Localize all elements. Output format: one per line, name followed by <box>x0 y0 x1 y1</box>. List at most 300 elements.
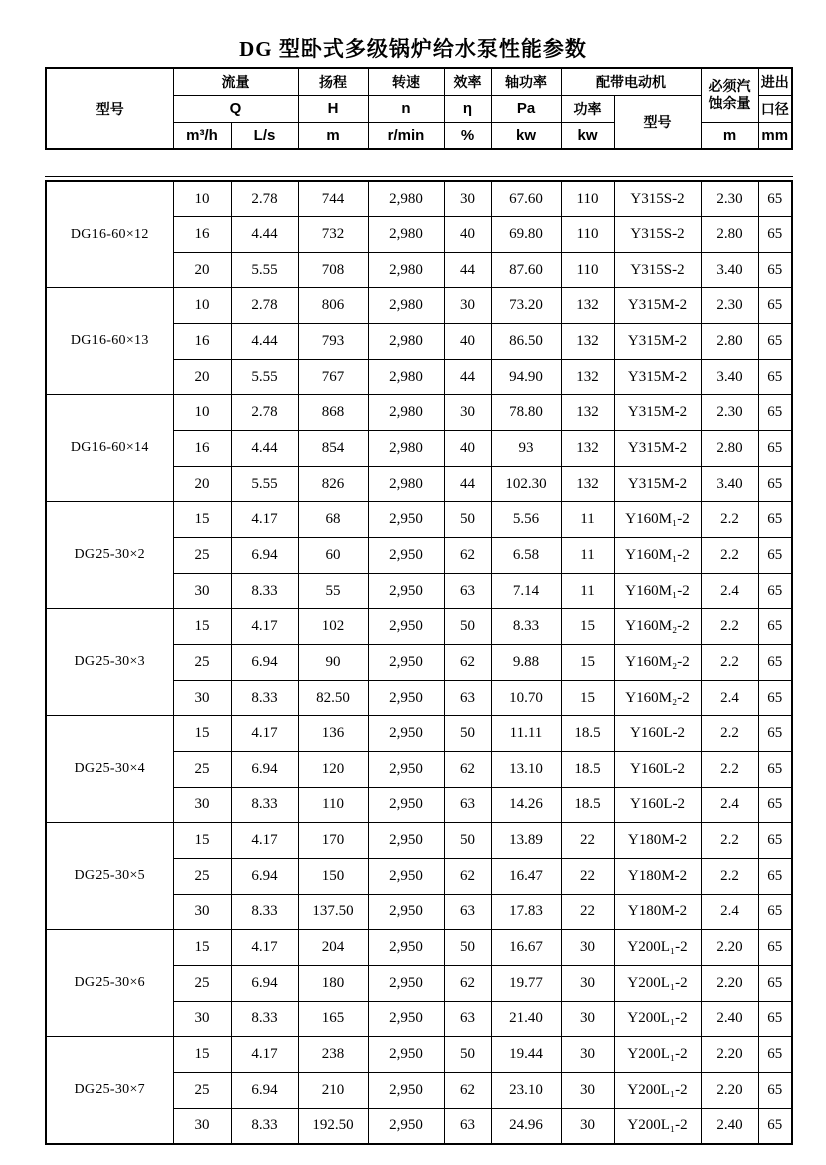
data-cell: 6.94 <box>231 1072 298 1108</box>
data-cell: 793 <box>298 324 368 360</box>
pump-model-cell: DG25-30×7 <box>46 1037 173 1144</box>
data-cell: 87.60 <box>491 252 561 288</box>
data-cell: 2,950 <box>368 1037 444 1073</box>
data-cell: 30 <box>444 395 491 431</box>
data-cell: 136 <box>298 716 368 752</box>
data-cell: 6.94 <box>231 752 298 788</box>
data-cell: 30 <box>561 1072 614 1108</box>
data-cell: 3.40 <box>701 466 758 502</box>
npsh-label-line2: 蚀余量 <box>708 95 751 112</box>
data-cell: 65 <box>758 752 792 788</box>
data-cell: 732 <box>298 217 368 253</box>
data-cell: 11 <box>561 502 614 538</box>
data-cell: 30 <box>561 965 614 1001</box>
data-cell: 10 <box>173 395 231 431</box>
data-cell: 102 <box>298 609 368 645</box>
pump-table-body <box>46 181 792 1144</box>
page-title: DG 型卧式多级锅炉给水泵性能参数 <box>239 37 587 61</box>
data-cell: 4.17 <box>231 823 298 859</box>
unit-m3h: m³/h <box>173 122 231 149</box>
data-cell: 2.30 <box>701 288 758 324</box>
data-cell: 10.70 <box>491 680 561 716</box>
pump-model-cell: DG16-60×13 <box>46 288 173 395</box>
data-cell: 30 <box>173 787 231 823</box>
data-cell: 30 <box>173 1001 231 1037</box>
motor-model-cell: Y160M₂-2 <box>614 609 701 645</box>
data-cell: 2,950 <box>368 573 444 609</box>
pump-model-cell: DG25-30×4 <box>46 716 173 823</box>
table-row <box>46 395 792 431</box>
data-cell: 62 <box>444 538 491 574</box>
pump-model-cell: DG25-30×6 <box>46 930 173 1037</box>
motor-model-cell: Y160L-2 <box>614 716 701 752</box>
data-cell: 2.2 <box>701 502 758 538</box>
table-row <box>46 930 792 966</box>
motor-model-cell: Y315M-2 <box>614 359 701 395</box>
data-cell: 65 <box>758 252 792 288</box>
col-header-speed: 转速 <box>368 68 444 95</box>
unit-npsh-m: m <box>701 122 758 149</box>
data-cell: 65 <box>758 965 792 1001</box>
data-cell: 5.55 <box>231 359 298 395</box>
data-cell: 30 <box>173 573 231 609</box>
data-cell: 50 <box>444 502 491 538</box>
data-cell: 110 <box>561 217 614 253</box>
data-cell: 15 <box>561 645 614 681</box>
data-cell: 16 <box>173 217 231 253</box>
data-cell: 2.4 <box>701 573 758 609</box>
data-cell: 15 <box>561 680 614 716</box>
motor-model-cell: Y315M-2 <box>614 324 701 360</box>
data-cell: 15 <box>173 609 231 645</box>
data-cell: 10 <box>173 181 231 217</box>
data-cell: 24.96 <box>491 1108 561 1144</box>
data-cell: 2,950 <box>368 930 444 966</box>
data-cell: 2.40 <box>701 1108 758 1144</box>
data-cell: 44 <box>444 359 491 395</box>
data-cell: 67.60 <box>491 181 561 217</box>
data-cell: 25 <box>173 965 231 1001</box>
data-cell: 2,980 <box>368 359 444 395</box>
data-cell: 2.30 <box>701 181 758 217</box>
data-cell: 2,950 <box>368 858 444 894</box>
data-cell: 5.55 <box>231 466 298 502</box>
data-cell: 19.44 <box>491 1037 561 1073</box>
data-cell: 63 <box>444 680 491 716</box>
data-cell: 65 <box>758 181 792 217</box>
motor-model-cell: Y200L₁-2 <box>614 965 701 1001</box>
data-cell: 18.5 <box>561 716 614 752</box>
data-cell: 8.33 <box>231 1108 298 1144</box>
symbol-q: Q <box>173 95 298 122</box>
data-cell: 44 <box>444 466 491 502</box>
header-table <box>45 67 793 150</box>
data-cell: 2,950 <box>368 609 444 645</box>
data-cell: 8.33 <box>231 680 298 716</box>
motor-model-cell: Y180M-2 <box>614 823 701 859</box>
data-cell: 110 <box>561 181 614 217</box>
data-cell: 2.2 <box>701 858 758 894</box>
data-cell: 15 <box>173 502 231 538</box>
motor-model-cell: Y160L-2 <box>614 752 701 788</box>
data-cell: 132 <box>561 431 614 467</box>
data-cell: 18.5 <box>561 787 614 823</box>
data-cell: 10 <box>173 288 231 324</box>
table-row <box>46 716 792 752</box>
motor-model-cell: Y315M-2 <box>614 288 701 324</box>
data-cell: 2.78 <box>231 288 298 324</box>
data-cell: 2,950 <box>368 538 444 574</box>
data-cell: 30 <box>444 288 491 324</box>
data-cell: 2.78 <box>231 395 298 431</box>
data-cell: 6.94 <box>231 965 298 1001</box>
data-cell: 2.80 <box>701 431 758 467</box>
col-header-motor: 配带电动机 <box>561 68 701 95</box>
data-cell: 3.40 <box>701 252 758 288</box>
data-cell: 2,980 <box>368 395 444 431</box>
data-cell: 11.11 <box>491 716 561 752</box>
data-cell: 65 <box>758 217 792 253</box>
data-cell: 7.14 <box>491 573 561 609</box>
data-cell: 137.50 <box>298 894 368 930</box>
data-cell: 86.50 <box>491 324 561 360</box>
pump-model-cell: DG25-30×2 <box>46 502 173 609</box>
data-cell: 90 <box>298 645 368 681</box>
data-cell: 6.94 <box>231 645 298 681</box>
data-cell: 132 <box>561 359 614 395</box>
data-cell: 4.44 <box>231 217 298 253</box>
data-cell: 2.2 <box>701 716 758 752</box>
data-cell: 65 <box>758 466 792 502</box>
table-row <box>46 288 792 324</box>
col-header-npsh <box>701 68 758 122</box>
data-cell: 4.17 <box>231 609 298 645</box>
data-cell: 2.2 <box>701 645 758 681</box>
data-cell: 60 <box>298 538 368 574</box>
data-cell: 65 <box>758 645 792 681</box>
col-header-efficiency: 效率 <box>444 68 491 95</box>
data-cell: 65 <box>758 395 792 431</box>
data-cell: 30 <box>561 930 614 966</box>
data-cell: 65 <box>758 359 792 395</box>
data-cell: 4.44 <box>231 324 298 360</box>
data-cell: 30 <box>173 1108 231 1144</box>
col-header-head: 扬程 <box>298 68 368 95</box>
data-cell: 8.33 <box>491 609 561 645</box>
data-cell: 2.20 <box>701 1037 758 1073</box>
data-cell: 2.2 <box>701 752 758 788</box>
data-cell: 180 <box>298 965 368 1001</box>
data-cell: 120 <box>298 752 368 788</box>
data-cell: 18.5 <box>561 752 614 788</box>
data-cell: 65 <box>758 1108 792 1144</box>
data-cell: 65 <box>758 930 792 966</box>
data-cell: 2,950 <box>368 680 444 716</box>
data-cell: 25 <box>173 1072 231 1108</box>
unit-ls: L/s <box>231 122 298 149</box>
data-cell: 6.94 <box>231 538 298 574</box>
motor-model-cell: Y160M₁-2 <box>614 573 701 609</box>
data-cell: 2,950 <box>368 1001 444 1037</box>
pump-model-cell: DG25-30×5 <box>46 823 173 930</box>
data-cell: 73.20 <box>491 288 561 324</box>
unit-rmin: r/min <box>368 122 444 149</box>
data-cell: 69.80 <box>491 217 561 253</box>
data-cell: 94.90 <box>491 359 561 395</box>
data-cell: 55 <box>298 573 368 609</box>
data-cell: 16.67 <box>491 930 561 966</box>
data-cell: 65 <box>758 288 792 324</box>
data-cell: 210 <box>298 1072 368 1108</box>
data-cell: 13.10 <box>491 752 561 788</box>
symbol-pa: Pa <box>491 95 561 122</box>
col-header-port-line1: 进出 <box>758 68 792 95</box>
motor-model-cell: Y315M-2 <box>614 466 701 502</box>
col-header-motor-power: 功率 <box>561 95 614 122</box>
data-cell: 93 <box>491 431 561 467</box>
data-cell: 63 <box>444 894 491 930</box>
data-cell: 63 <box>444 787 491 823</box>
data-cell: 68 <box>298 502 368 538</box>
data-cell: 62 <box>444 1072 491 1108</box>
motor-model-cell: Y315M-2 <box>614 395 701 431</box>
data-cell: 65 <box>758 502 792 538</box>
data-cell: 170 <box>298 823 368 859</box>
data-cell: 8.33 <box>231 573 298 609</box>
data-cell: 23.10 <box>491 1072 561 1108</box>
table-top-rule <box>45 176 793 177</box>
pump-model-cell: DG25-30×3 <box>46 609 173 716</box>
motor-model-cell: Y315S-2 <box>614 217 701 253</box>
data-cell: 806 <box>298 288 368 324</box>
data-cell: 15 <box>561 609 614 645</box>
data-cell: 6.58 <box>491 538 561 574</box>
data-cell: 50 <box>444 609 491 645</box>
data-cell: 2,950 <box>368 502 444 538</box>
data-cell: 4.17 <box>231 1037 298 1073</box>
col-header-shaft-power: 轴功率 <box>491 68 561 95</box>
data-cell: 4.17 <box>231 930 298 966</box>
data-cell: 2.4 <box>701 787 758 823</box>
motor-model-cell: Y200L₁-2 <box>614 1072 701 1108</box>
data-cell: 150 <box>298 858 368 894</box>
data-cell: 165 <box>298 1001 368 1037</box>
data-cell: 204 <box>298 930 368 966</box>
data-cell: 132 <box>561 395 614 431</box>
data-cell: 2.4 <box>701 894 758 930</box>
data-cell: 40 <box>444 217 491 253</box>
col-header-port-line2: 口径 <box>758 95 792 122</box>
data-cell: 22 <box>561 823 614 859</box>
motor-model-cell: Y315S-2 <box>614 181 701 217</box>
data-cell: 65 <box>758 1001 792 1037</box>
data-cell: 25 <box>173 645 231 681</box>
data-cell: 2.20 <box>701 930 758 966</box>
data-cell: 132 <box>561 324 614 360</box>
col-header-flow: 流量 <box>173 68 298 95</box>
data-cell: 2,950 <box>368 752 444 788</box>
data-cell: 22 <box>561 858 614 894</box>
data-cell: 62 <box>444 752 491 788</box>
data-cell: 44 <box>444 252 491 288</box>
data-table <box>45 180 793 1145</box>
data-cell: 4.17 <box>231 502 298 538</box>
table-row <box>46 823 792 859</box>
data-cell: 2,950 <box>368 1072 444 1108</box>
data-cell: 110 <box>561 252 614 288</box>
data-cell: 63 <box>444 1001 491 1037</box>
table-row <box>46 1037 792 1073</box>
data-cell: 14.26 <box>491 787 561 823</box>
data-cell: 65 <box>758 1072 792 1108</box>
data-cell: 2.20 <box>701 1072 758 1108</box>
data-cell: 2.4 <box>701 680 758 716</box>
data-cell: 2,980 <box>368 181 444 217</box>
data-cell: 8.33 <box>231 894 298 930</box>
data-cell: 40 <box>444 324 491 360</box>
unit-percent: % <box>444 122 491 149</box>
data-cell: 15 <box>173 930 231 966</box>
motor-model-cell: Y160M₂-2 <box>614 680 701 716</box>
data-cell: 4.44 <box>231 431 298 467</box>
motor-model-cell: Y200L₁-2 <box>614 1037 701 1073</box>
data-cell: 25 <box>173 538 231 574</box>
data-cell: 15 <box>173 716 231 752</box>
data-cell: 2,950 <box>368 716 444 752</box>
data-cell: 744 <box>298 181 368 217</box>
data-cell: 65 <box>758 787 792 823</box>
data-cell: 63 <box>444 573 491 609</box>
data-cell: 30 <box>173 680 231 716</box>
data-cell: 2,980 <box>368 431 444 467</box>
data-cell: 826 <box>298 466 368 502</box>
data-cell: 65 <box>758 538 792 574</box>
motor-model-cell: Y200L₁-2 <box>614 930 701 966</box>
data-cell: 2.20 <box>701 965 758 1001</box>
data-cell: 50 <box>444 716 491 752</box>
data-cell: 65 <box>758 823 792 859</box>
data-cell: 30 <box>561 1108 614 1144</box>
data-cell: 13.89 <box>491 823 561 859</box>
motor-model-cell: Y315M-2 <box>614 431 701 467</box>
data-cell: 192.50 <box>298 1108 368 1144</box>
data-cell: 65 <box>758 1037 792 1073</box>
data-cell: 20 <box>173 359 231 395</box>
data-cell: 50 <box>444 1037 491 1073</box>
data-cell: 62 <box>444 858 491 894</box>
data-cell: 9.88 <box>491 645 561 681</box>
data-cell: 22 <box>561 894 614 930</box>
data-cell: 30 <box>561 1001 614 1037</box>
data-cell: 2.80 <box>701 324 758 360</box>
data-cell: 19.77 <box>491 965 561 1001</box>
data-cell: 40 <box>444 431 491 467</box>
motor-model-cell: Y160M₁-2 <box>614 538 701 574</box>
data-cell: 62 <box>444 965 491 1001</box>
data-cell: 16 <box>173 324 231 360</box>
motor-model-cell: Y160M₂-2 <box>614 645 701 681</box>
symbol-eta: η <box>444 95 491 122</box>
data-cell: 2.2 <box>701 538 758 574</box>
data-cell: 30 <box>561 1037 614 1073</box>
data-cell: 11 <box>561 538 614 574</box>
data-cell: 2,980 <box>368 217 444 253</box>
data-cell: 78.80 <box>491 395 561 431</box>
unit-shaft-kw: kw <box>491 122 561 149</box>
motor-model-cell: Y160M₁-2 <box>614 502 701 538</box>
data-cell: 2.2 <box>701 823 758 859</box>
data-cell: 2,950 <box>368 645 444 681</box>
data-cell: 2.2 <box>701 609 758 645</box>
data-cell: 2,950 <box>368 823 444 859</box>
data-cell: 65 <box>758 324 792 360</box>
motor-model-cell: Y160L-2 <box>614 787 701 823</box>
col-header-model: 型号 <box>46 68 173 149</box>
data-cell: 15 <box>173 823 231 859</box>
data-cell: 767 <box>298 359 368 395</box>
data-cell: 65 <box>758 431 792 467</box>
data-cell: 65 <box>758 716 792 752</box>
unit-port-mm: mm <box>758 122 792 149</box>
data-cell: 65 <box>758 609 792 645</box>
motor-model-cell: Y180M-2 <box>614 894 701 930</box>
data-cell: 25 <box>173 858 231 894</box>
data-cell: 868 <box>298 395 368 431</box>
data-cell: 30 <box>173 894 231 930</box>
data-cell: 2.80 <box>701 217 758 253</box>
data-cell: 2,950 <box>368 1108 444 1144</box>
data-cell: 132 <box>561 288 614 324</box>
pump-model-cell: DG16-60×12 <box>46 181 173 288</box>
data-cell: 16.47 <box>491 858 561 894</box>
data-cell: 102.30 <box>491 466 561 502</box>
unit-head-m: m <box>298 122 368 149</box>
data-cell: 5.56 <box>491 502 561 538</box>
data-cell: 238 <box>298 1037 368 1073</box>
data-cell: 63 <box>444 1108 491 1144</box>
unit-motor-kw: kw <box>561 122 614 149</box>
data-cell: 20 <box>173 466 231 502</box>
table-row <box>46 181 792 217</box>
motor-model-cell: Y200L₁-2 <box>614 1108 701 1144</box>
data-cell: 62 <box>444 645 491 681</box>
data-cell: 50 <box>444 823 491 859</box>
data-cell: 110 <box>298 787 368 823</box>
pump-model-cell: DG16-60×14 <box>46 395 173 502</box>
data-cell: 854 <box>298 431 368 467</box>
data-cell: 16 <box>173 431 231 467</box>
data-cell: 2,950 <box>368 894 444 930</box>
data-cell: 6.94 <box>231 858 298 894</box>
data-cell: 25 <box>173 752 231 788</box>
data-cell: 21.40 <box>491 1001 561 1037</box>
symbol-h: H <box>298 95 368 122</box>
data-cell: 2.30 <box>701 395 758 431</box>
data-cell: 65 <box>758 680 792 716</box>
data-cell: 2.40 <box>701 1001 758 1037</box>
data-cell: 2,980 <box>368 252 444 288</box>
motor-model-cell: Y200L₁-2 <box>614 1001 701 1037</box>
data-cell: 2.78 <box>231 181 298 217</box>
data-cell: 3.40 <box>701 359 758 395</box>
data-cell: 2,980 <box>368 466 444 502</box>
data-cell: 8.33 <box>231 787 298 823</box>
data-cell: 2,950 <box>368 787 444 823</box>
table-row <box>46 609 792 645</box>
data-cell: 8.33 <box>231 1001 298 1037</box>
data-cell: 65 <box>758 573 792 609</box>
motor-model-cell: Y180M-2 <box>614 858 701 894</box>
